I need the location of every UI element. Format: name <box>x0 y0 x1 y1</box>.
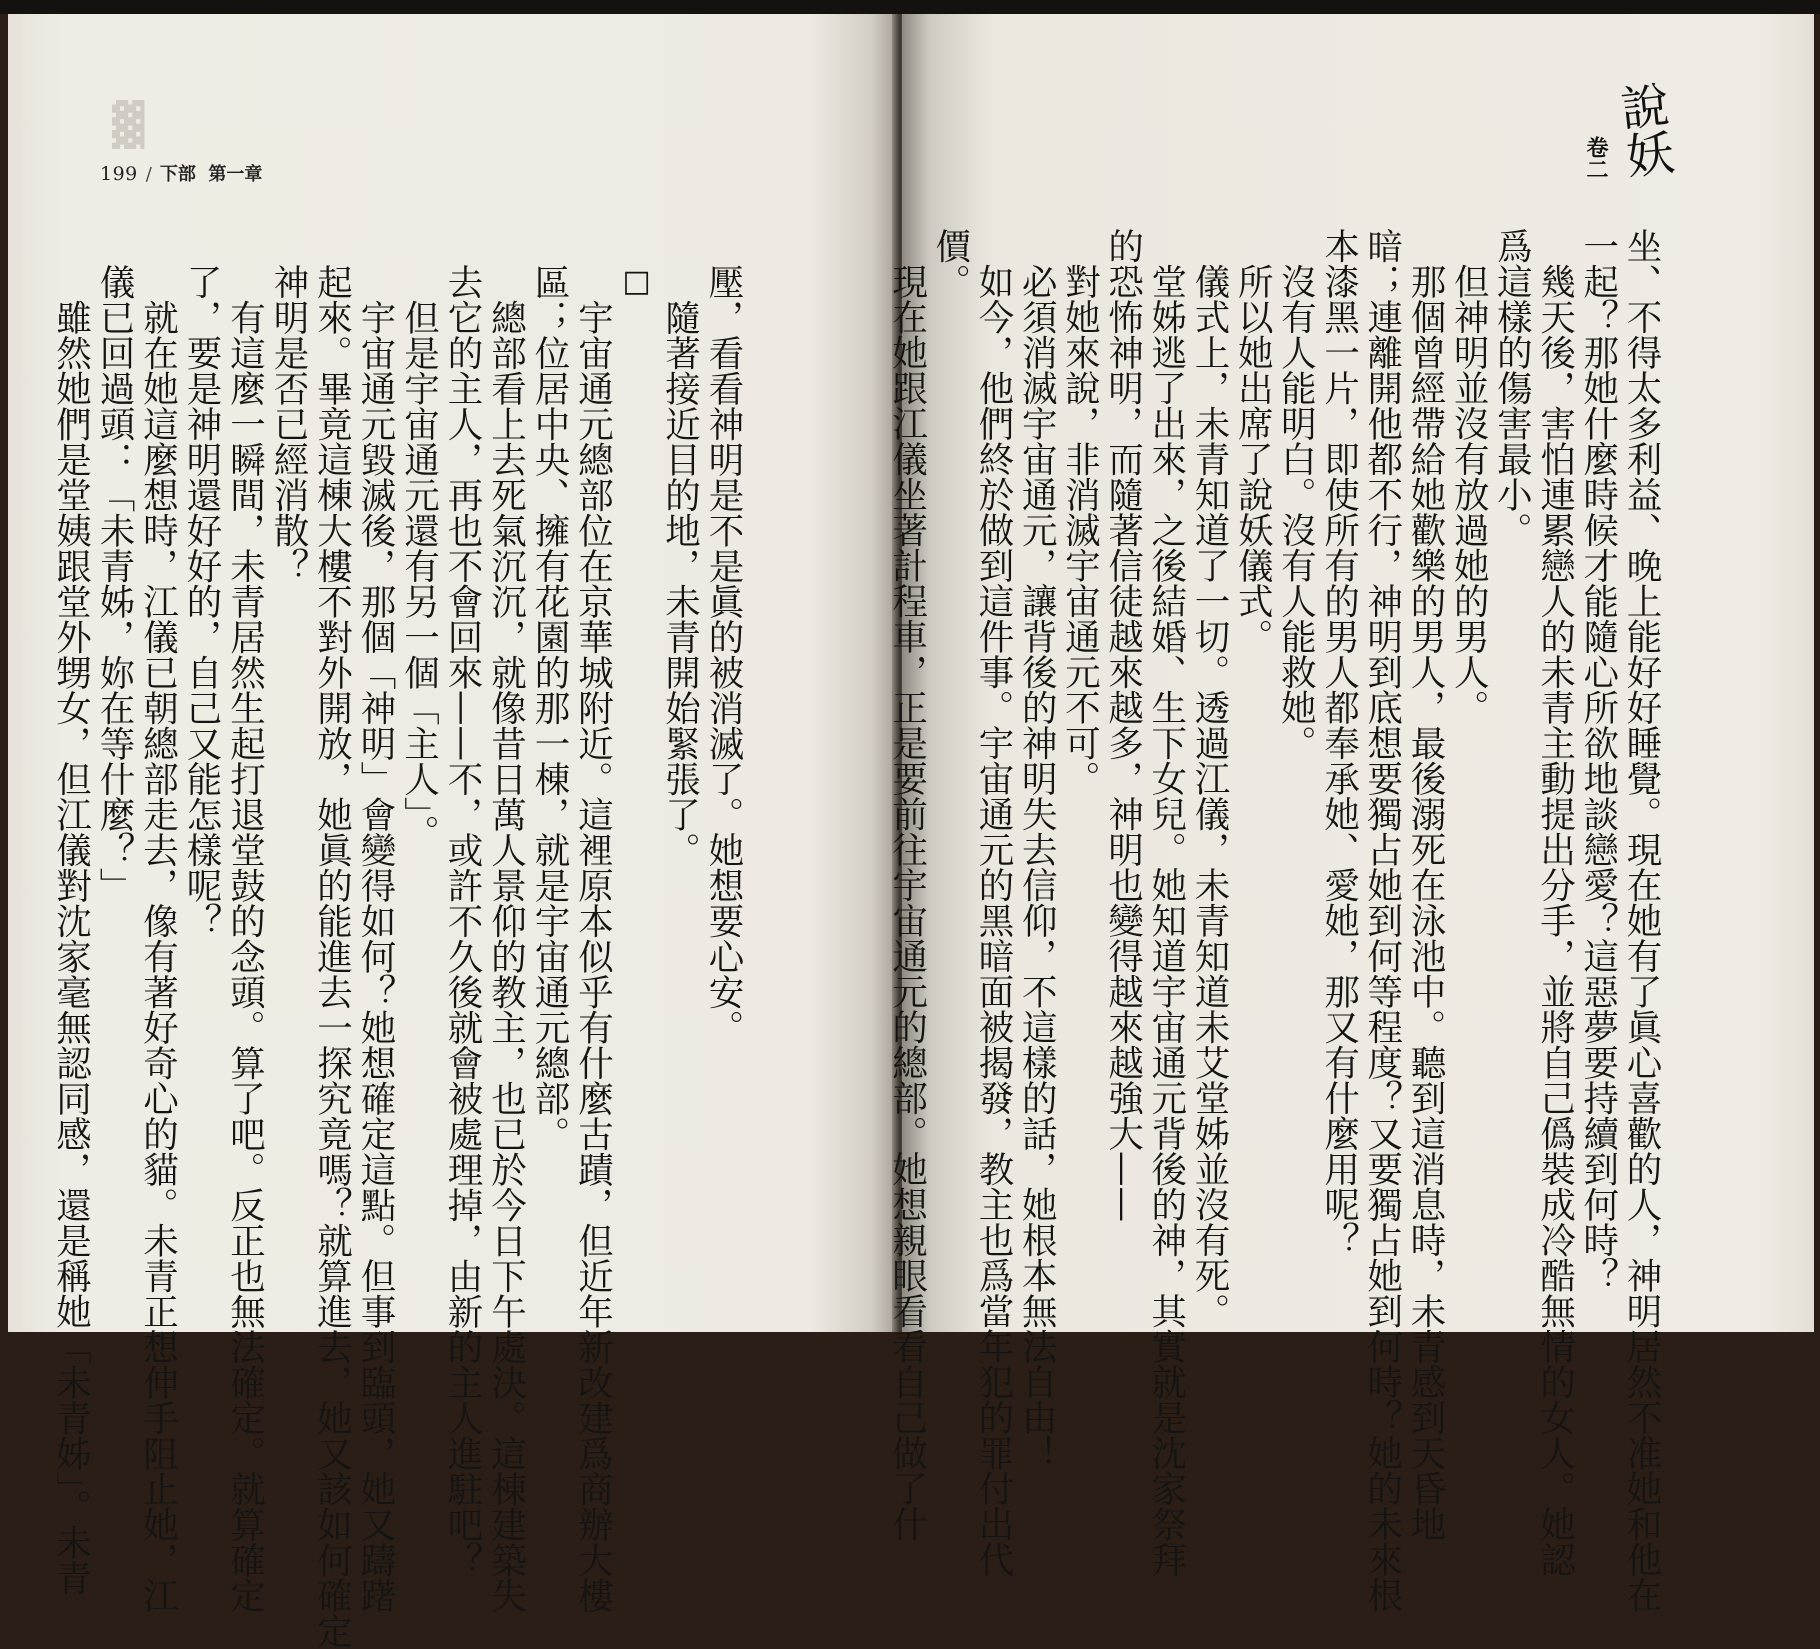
text-line: 去它的主人，再也不會回來——不，或許不久後就會被處理掉，由新的主人進駐吧？ <box>442 264 483 1578</box>
text-line: 區；位居中央、擁有花園的那一棟，就是宇宙通元總部。 <box>529 264 570 1152</box>
text-line: 那個曾經帶給她歡樂的男人，最後溺死在泳池中。聽到這消息時，未青感到天昏地 <box>1405 228 1446 1542</box>
page-number: 199 <box>100 163 138 185</box>
text-line: 隨著接近目的地，未青開始緊張了。 <box>659 264 701 868</box>
text-line: 就在她這麼想時，江儀已朝總部走去，像有著好奇心的貓。未青正想伸手阻止她，江 <box>137 264 179 1613</box>
text-line: 幾天後，害怕連累戀人的未青主動提出分手，並將自己僞裝成冷酷無情的女人。她認 <box>1534 228 1576 1577</box>
text-line: □ <box>619 264 654 299</box>
text-line: 本漆黑一片，即使所有的男人都奉承她、愛她，那又有什麼用呢？ <box>1318 228 1360 1258</box>
text-line: 有這麼一瞬間，未青居然生起打退堂鼓的念頭。算了吧。反正也無法確定。就算確定 <box>224 264 266 1613</box>
text-line: 坐、不得太多利益、晚上能好好睡覺。現在她有了眞心喜歡的人，神明居然不准她和他在 <box>1621 228 1662 1613</box>
bleed-through-mark: ▓ <box>112 100 145 149</box>
right-page <box>886 14 1814 1613</box>
text-line: 起來。畢竟這棟大樓不對外開放，她眞的能進去一探究竟嗎？就算進去，她又該如何確定 <box>311 264 353 1649</box>
running-header <box>100 160 262 186</box>
section-name: 下部 <box>159 164 196 185</box>
text-line: 儀式上，未青知道了一切。透過江儀，未青知道未艾堂姊並沒有死。 <box>1189 228 1230 1329</box>
series-logo-title: 說妖 <box>1610 79 1676 181</box>
volume-label: 卷二 <box>1583 136 1609 180</box>
text-line: 但是宇宙通元還有另一個「主人」。 <box>398 264 440 850</box>
text-line: 價。 <box>929 228 971 299</box>
series-logo <box>1570 74 1690 214</box>
text-line: 宇宙通元總部位在京華城附近。這裡原本似乎有什麼古蹟，但近年新改建爲商辦大樓 <box>572 264 614 1613</box>
text-line: 一起？那她什麼時候才能隨心所欲地談戀愛？這惡夢要持續到何時？ <box>1577 228 1619 1293</box>
text-line: 宇宙通元毀滅後，那個「神明」會變得如何？她想確定這點。但事到臨頭，她又躊躇 <box>355 264 396 1613</box>
scan-top-edge <box>0 0 1820 14</box>
text-line: 總部看上去死氣沉沉，就像昔日萬人景仰的教主，也已於今日下午處決。這棟建築失 <box>485 264 527 1613</box>
text-line: 雖然她們是堂姨跟堂外甥女，但江儀對沈家毫無認同感，還是稱她「未青姊」。未青 <box>50 264 92 1596</box>
text-line: 對她來說，非消滅宇宙通元不可。 <box>1059 228 1101 796</box>
text-line: 的恐怖神明，而隨著信徒越來越多，神明也變得越來越強大—— <box>1102 228 1144 1222</box>
left-page <box>8 14 898 1649</box>
text-line: 了，要是神明還好好的，自己又能怎樣呢？ <box>181 264 222 939</box>
text-line: 儀已回過頭：「未青姊，妳在等什麼？」 <box>94 264 135 903</box>
text-line: 所以她出席了說妖儀式。 <box>1232 228 1274 654</box>
text-line: 暗；連離開他都不行，神明到底想要獨占她到何等程度？又要獨占她到何時？她的未來根 <box>1361 228 1403 1613</box>
text-line: 現在她跟江儀坐著計程車，正是要前往宇宙通元的總部。她想親眼看看自己做了什 <box>886 228 928 1542</box>
text-line: 沒有人能明白。沒有人能救她。 <box>1275 228 1317 761</box>
text-line: 爲這樣的傷害最小。 <box>1491 228 1533 548</box>
text-line: 必須消滅宇宙通元，讓背後的神明失去信仰，不這樣的話，她根本無法自由！ <box>1016 228 1058 1471</box>
text-line: 但神明並沒有放過她的男人。 <box>1448 228 1490 725</box>
text-line: 神明是否已經消散？ <box>268 264 309 584</box>
chapter-name: 第一章 <box>208 164 263 185</box>
text-line: 堂姊逃了出來，之後結婚、生下女兒。她知道宇宙通元背後的神，其實就是沈家祭拜 <box>1145 228 1187 1577</box>
text-line: 如今，他們終於做到這件事。宇宙通元的黑暗面被揭發，教主也爲當年犯的罪付出代 <box>973 228 1014 1577</box>
header-separator: / <box>145 164 152 185</box>
text-line: 壓，看看神明是不是眞的被消滅了。她想要心安。 <box>703 264 744 1045</box>
